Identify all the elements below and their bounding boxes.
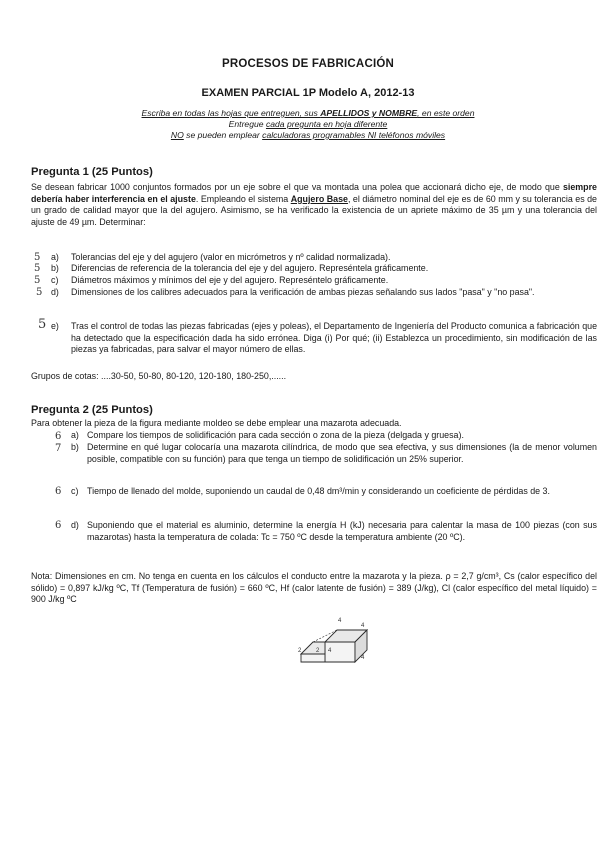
question-2-intro: Para obtener la pieza de la figura mediante moldeo se debe emplear una mazarota adecuada. <box>31 418 402 428</box>
dimension-label: 2 <box>316 648 320 654</box>
instruction-3-c: calculadoras programables NI teléfonos móviles <box>262 130 446 140</box>
dimension-label: 4 <box>328 648 332 654</box>
q1-intro-c: , el diámetro nominal del eje es de 60 mm y su tolerancia es de un grado de calidad mayor que la del agujero. Asimismo, se ha verificado la existencia de un apriete máximo de 35 µm y una tolerancia del ajuste de 49 µm. Determinar: <box>31 193 597 227</box>
instruction-1-c: , en este orden <box>417 108 475 118</box>
q1-intro-b: . Empleando el sistema <box>195 193 291 204</box>
groups-of-dimensions: Grupos de cotas: ....30-50, 50-80, 80-120, 120-180, 180-250,...... <box>31 371 287 381</box>
question-1-intro <box>31 182 597 228</box>
score-mark: 6 <box>55 520 62 531</box>
item-letter: d) <box>71 520 79 530</box>
item-letter: c) <box>51 275 59 285</box>
q1-intro-a: Se desean fabricar 1000 conjuntos formados por un eje sobre el que va montada una polea que accionará dicho eje, de modo que <box>31 182 563 192</box>
score-mark: 7 <box>55 443 62 454</box>
exam-course-title: PROCESOS DE FABRICACIÓN <box>221 58 394 70</box>
dimension-label: 4 <box>361 655 365 661</box>
item-letter: b) <box>51 263 59 273</box>
item-letter: c) <box>71 486 79 496</box>
item-letter: b) <box>71 442 79 452</box>
question-2-items <box>31 430 597 560</box>
q2-item-c: Tiempo de llenado del molde, suponiendo un caudal de 0,48 dm³/min y considerando un coeficiente de pérdidas de 3. <box>87 486 550 496</box>
q2-item-a: Compare los tiempos de solidificación para cada sección o zona de la pieza (delgada y gruesa). <box>87 430 464 440</box>
q1-item-d: Dimensiones de los calibres adecuados para la verificación de ambas piezas señalando sus lados "pasa" y "no pasa". <box>71 287 535 297</box>
q1-item-e: Tras el control de todas las piezas fabricadas (ejes y poleas), el Departamento de Ingeniería del Producto comunica a fabricación que ha detectado que la especificación dada ha sido errónea. Diga (i) Por qué; (ii) Establezca un procedimiento, sin modificación de las piezas ya fabricadas, para salvar el mayor número de ellas. <box>71 321 597 355</box>
question-2-note: Nota: Dimensiones en cm. No tenga en cuenta en los cálculos el conducto entre la mazarota y la pieza. ρ = 2,7 g/cm³, Cs (calor específico del sólido) = 0,897 kJ/kg ºC, Tf (Temperatura de fusión) = 660 ºC, Hf (calor latente de fusión) = 389 (J/kg), Cl (calor específico del metal líquido) = 900 J/kg ºC <box>31 571 597 605</box>
item-letter: d) <box>51 287 59 297</box>
casting-part-figure <box>290 608 370 670</box>
dimension-label: 2 <box>298 648 302 654</box>
score-mark: 5 <box>36 287 43 298</box>
instruction-line-2 <box>0 119 616 130</box>
q1-item-b: Diferencias de referencia de la tolerancia del eje y del agujero. Represéntela gráficamente. <box>71 263 429 273</box>
score-mark: 5 <box>34 275 41 286</box>
score-mark: 5 <box>34 263 41 274</box>
instruction-2-b: cada pregunta en hoja diferente <box>265 119 388 129</box>
q1-item-c: Diámetros máximos y mínimos del eje y del agujero. Represéntelo gráficamente. <box>71 275 389 285</box>
q1-intro-system: Agujero Base <box>290 193 348 204</box>
q1-item-a: Tolerancias del eje y del agujero (valor en micrómetros y nº calidad normalizada). <box>71 252 391 262</box>
item-letter: e) <box>51 321 59 331</box>
score-mark: 6 <box>55 431 62 442</box>
score-mark: 5 <box>38 317 47 332</box>
exam-subtitle: EXAMEN PARCIAL 1P Modelo A, 2012-13 <box>201 87 415 99</box>
instruction-line-3 <box>0 130 616 141</box>
thin-plate-front <box>301 654 325 662</box>
score-mark: 6 <box>55 486 62 497</box>
instruction-3-b: se pueden emplear <box>183 130 263 140</box>
dimension-label: 4 <box>361 623 365 629</box>
score-mark: 5 <box>34 252 41 263</box>
thin-plate-top <box>301 642 325 654</box>
instruction-3-a: NO <box>170 130 184 140</box>
item-letter: a) <box>51 252 59 262</box>
instruction-1-a: Escriba en todas las hojas que entreguen, sus <box>141 108 321 118</box>
question-2-heading: Pregunta 2 (25 Puntos) <box>31 404 153 416</box>
q2-item-d: Suponiendo que el material es aluminio, determine la energía H (kJ) necesaria para calentar la masa de 100 piezas (con sus mazarotas) hasta la temperatura de colada: Tc = 750 ºC desde la temperatura ambiente (20 ºC). <box>87 520 597 542</box>
dimension-label: 4 <box>338 618 342 624</box>
instruction-2-a: Entregue <box>228 119 266 129</box>
instruction-1-b: APELLIDOS y NOMBRE <box>320 108 418 118</box>
q2-item-b: Determine en qué lugar colocaría una mazarota cilíndrica, de modo que sea efectiva, y sus dimensiones (la de menor volumen posible, compatible con su función) para que tenga un tiempo de solidificación un 25% superior. <box>87 442 597 464</box>
question-1-heading: Pregunta 1 (25 Puntos) <box>31 166 153 178</box>
q1-intro-bold: siempre debería haber interferencia en el ajuste <box>31 182 597 204</box>
question-1-items <box>31 252 597 358</box>
instruction-line-1 <box>0 108 616 119</box>
item-letter: a) <box>71 430 79 440</box>
